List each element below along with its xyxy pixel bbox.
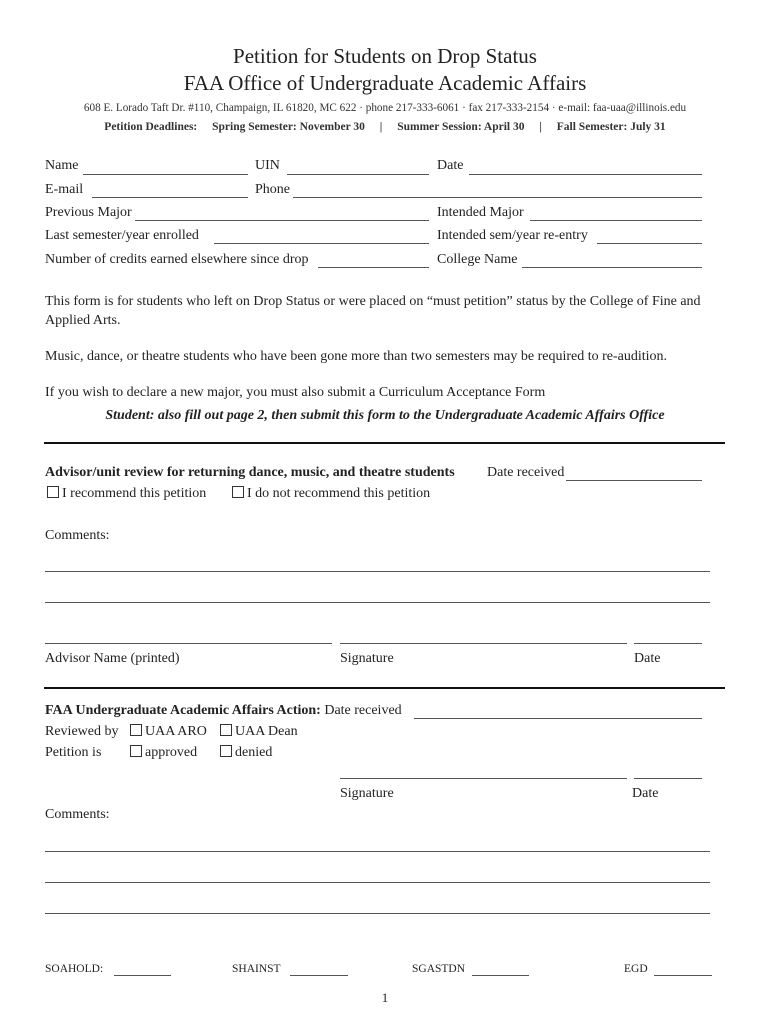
recommend-option[interactable] — [47, 486, 206, 502]
deadline-summer: Summer Session: April 30 — [397, 121, 525, 133]
intended-major-field[interactable] — [530, 220, 702, 221]
faa-date-field[interactable] — [634, 778, 702, 779]
form-title: Petition for Students on Drop Status — [233, 44, 537, 68]
phone-label: Phone — [255, 182, 290, 197]
faa-signature-label: Signature — [340, 786, 394, 801]
recommend-label: I recommend this petition — [62, 486, 207, 501]
uaa-dean-option[interactable] — [220, 724, 298, 740]
recommend-checkbox[interactable] — [47, 486, 59, 498]
date-label: Date — [437, 158, 464, 173]
credits-field[interactable] — [318, 267, 429, 268]
sgastdn-field[interactable] — [472, 975, 529, 976]
faa-comment-line[interactable] — [45, 913, 710, 914]
approved-label: approved — [145, 745, 198, 760]
uaa-aro-label: UAA ARO — [145, 724, 207, 739]
intended-reentry-field[interactable] — [597, 243, 702, 244]
advisor-date-received-field[interactable] — [566, 480, 702, 481]
faa-signature-field[interactable] — [340, 778, 627, 779]
deadline-separator: | — [539, 121, 542, 133]
uin-label: UIN — [255, 158, 280, 173]
reviewed-by-label: Reviewed by — [45, 724, 119, 739]
advisor-name-label: Advisor Name (printed) — [45, 651, 180, 666]
approved-checkbox[interactable] — [130, 745, 142, 757]
office-address: 608 E. Lorado Taft Dr. #110, Champaign, IL 61820, MC 622 · phone 217-333-6061 · fax 217-333-2154 · e-mail: faa-uaa@illinois.edu — [83, 102, 687, 114]
petition-deadlines — [0, 121, 770, 133]
info-paragraph: Music, dance, or theatre students who have been gone more than two semesters may be required to re-audition. — [45, 349, 668, 364]
deadline-fall: Fall Semester: July 31 — [556, 121, 666, 133]
name-label: Name — [45, 158, 79, 173]
previous-major-label: Previous Major — [45, 205, 132, 220]
uaa-aro-option[interactable] — [130, 724, 207, 740]
uin-field[interactable] — [287, 174, 429, 175]
not-recommend-checkbox[interactable] — [232, 486, 244, 498]
faa-comment-line[interactable] — [45, 851, 710, 852]
faa-date-label: Date — [632, 786, 659, 801]
petition-is-label: Petition is — [45, 745, 102, 760]
approved-option[interactable] — [130, 745, 197, 761]
faa-section-heading: FAA Undergraduate Academic Affairs Action: — [45, 703, 321, 718]
advisor-signature-label: Signature — [340, 651, 394, 666]
previous-major-field[interactable] — [135, 220, 429, 221]
info-paragraph: If you wish to declare a new major, you must also submit a Curriculum Acceptance Form — [45, 385, 546, 400]
advisor-comment-line[interactable] — [45, 571, 710, 572]
office-name: FAA Office of Undergraduate Academic Affairs — [183, 71, 587, 95]
sgastdn-label: SGASTDN — [412, 963, 466, 975]
advisor-date-label: Date — [634, 651, 661, 666]
section-divider — [44, 687, 725, 689]
faa-comments-label: Comments: — [45, 807, 110, 822]
advisor-comment-line[interactable] — [45, 602, 710, 603]
denied-checkbox[interactable] — [220, 745, 232, 757]
email-field[interactable] — [92, 197, 248, 198]
soahold-label: SOAHOLD: — [45, 963, 104, 975]
not-recommend-option[interactable] — [232, 486, 430, 502]
deadline-spring: Spring Semester: November 30 — [212, 121, 365, 133]
college-name-label: College Name — [437, 252, 518, 267]
instruction-note: Student: also fill out page 2, then submit this form to the Undergraduate Academic Affairs Office — [105, 408, 665, 423]
faa-comment-line[interactable] — [45, 882, 710, 883]
advisor-comments-label: Comments: — [45, 528, 110, 543]
shainst-field[interactable] — [290, 975, 348, 976]
egd-label: EGD — [624, 963, 648, 975]
advisor-signature-field[interactable] — [340, 643, 627, 644]
uaa-dean-label: UAA Dean — [235, 724, 298, 739]
college-name-field[interactable] — [522, 267, 702, 268]
info-paragraph: This form is for students who left on Drop Status or were placed on “must petition” status by the College of Fine and Applied Arts. — [45, 294, 701, 328]
denied-option[interactable] — [220, 745, 272, 761]
advisor-date-received-label: Date received — [487, 465, 565, 480]
intended-major-label: Intended Major — [437, 205, 524, 220]
uaa-dean-checkbox[interactable] — [220, 724, 232, 736]
uaa-aro-checkbox[interactable] — [130, 724, 142, 736]
deadlines-label: Petition Deadlines: — [104, 121, 198, 133]
date-field[interactable] — [469, 174, 702, 175]
name-field[interactable] — [83, 174, 248, 175]
not-recommend-label: I do not recommend this petition — [247, 486, 431, 501]
deadline-separator: | — [379, 121, 383, 133]
faa-action-line — [45, 703, 402, 719]
egd-field[interactable] — [654, 975, 712, 976]
soahold-field[interactable] — [114, 975, 171, 976]
email-label: E-mail — [45, 182, 84, 197]
phone-field[interactable] — [293, 197, 702, 198]
section-divider — [44, 442, 725, 444]
advisor-date-field[interactable] — [634, 643, 702, 644]
denied-label: denied — [235, 745, 273, 760]
credits-label: Number of credits earned elsewhere since drop — [45, 252, 309, 267]
shainst-label: SHAINST — [232, 963, 281, 975]
last-semester-field[interactable] — [214, 243, 429, 244]
advisor-section-heading: Advisor/unit review for returning dance, music, and theatre students — [45, 465, 455, 480]
last-semester-label: Last semester/year enrolled — [45, 228, 199, 243]
page-number: 1 — [381, 990, 389, 1005]
faa-date-received-field[interactable] — [414, 718, 702, 719]
faa-date-received-label: Date received — [324, 703, 402, 718]
advisor-name-field[interactable] — [45, 643, 332, 644]
intended-reentry-label: Intended sem/year re-entry — [437, 228, 588, 243]
